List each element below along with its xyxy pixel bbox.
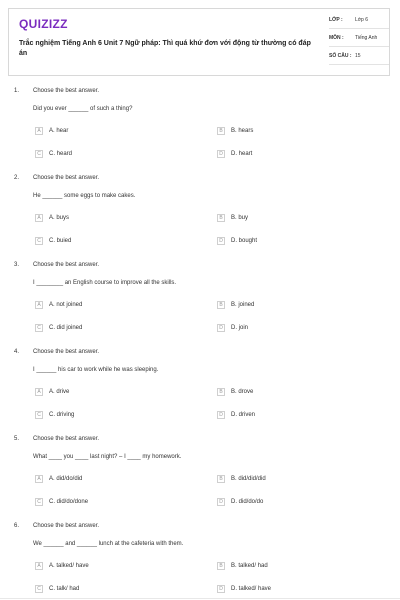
option-a[interactable] [35,300,82,309]
meta-key: MÔN : [329,35,344,41]
meta-row-class [329,15,389,29]
question-stem: I ________ an English course to improve all the skills. [33,280,177,286]
meta-value: 15 [355,53,361,59]
option-text: C. did joined [49,324,83,331]
question-number: 6. [14,523,20,529]
option-letter-box: B [217,214,225,222]
question-prompt: Choose the best answer. [33,88,100,94]
option-letter-box: A [35,475,43,483]
option-letter-box: C [35,498,43,506]
option-text: B. hears [231,127,254,134]
option-text: A. not joined [49,301,83,308]
option-letter-box: A [35,562,43,570]
option-text: B. joined [231,301,255,308]
option-c[interactable] [35,584,79,593]
question-prompt: Choose the best answer. [33,523,100,529]
question-number: 5. [14,436,20,442]
option-text: B. did/did/did [231,475,266,482]
option-letter-box: C [35,150,43,158]
option-letter-box: A [35,214,43,222]
option-a[interactable] [35,561,89,570]
option-text: C. driving [49,411,75,418]
option-d[interactable] [217,323,248,332]
option-letter-box: A [35,388,43,396]
option-letter-box: B [217,127,225,135]
option-text: B. drove [231,388,254,395]
meta-key: LỚP : [329,17,343,23]
option-letter-box: B [217,388,225,396]
question-prompt: Choose the best answer. [33,349,100,355]
option-b[interactable] [217,213,248,222]
question-stem: I ______ his car to work while he was sleeping. [33,367,159,373]
option-text: D. talked/ have [231,585,272,592]
option-text: A. drive [49,388,70,395]
option-b[interactable] [217,300,254,309]
option-letter-box: D [217,498,225,506]
option-b[interactable] [217,561,268,570]
quizizz-logo: QUIZIZZ [19,17,68,31]
option-text: A. hear [49,127,69,134]
question-stem: Did you ever ______ of such a thing? [33,106,133,112]
option-a[interactable] [35,126,68,135]
option-b[interactable] [217,474,266,483]
option-c[interactable] [35,236,71,245]
option-letter-box: B [217,301,225,309]
option-letter-box: B [217,562,225,570]
option-letter-box: C [35,411,43,419]
worksheet-header [8,8,390,76]
option-d[interactable] [217,236,257,245]
question-stem: He ______ some eggs to make cakes. [33,193,136,199]
option-letter-box: D [217,585,225,593]
option-letter-box: D [217,237,225,245]
option-text: B. talked/ had [231,562,268,569]
option-c[interactable] [35,497,88,506]
page-bottom-divider [0,598,400,599]
option-text: D. bought [231,237,258,244]
question-number: 2. [14,175,20,181]
meta-value: Lớp 6 [355,17,369,23]
meta-row-subject [329,33,389,47]
option-letter-box: D [217,324,225,332]
option-text: A. did/do/did [49,475,83,482]
option-text: C. talk/ had [49,585,80,592]
option-d[interactable] [217,410,255,419]
worksheet-meta [329,15,389,69]
option-text: C. heard [49,150,73,157]
option-c[interactable] [35,323,82,332]
option-letter-box: C [35,324,43,332]
option-text: D. did/do/do [231,498,264,505]
option-b[interactable] [217,126,253,135]
option-d[interactable] [217,149,252,158]
question-stem: We ______ and ______ lunch at the cafeteria with them. [33,541,184,547]
option-text: D. heart [231,150,253,157]
option-d[interactable] [217,497,263,506]
option-b[interactable] [217,387,253,396]
option-a[interactable] [35,213,69,222]
option-letter-box: D [217,411,225,419]
option-letter-box: A [35,127,43,135]
option-letter-box: C [35,237,43,245]
question-number: 1. [14,88,20,94]
option-letter-box: C [35,585,43,593]
question-prompt: Choose the best answer. [33,436,100,442]
option-text: C. buied [49,237,72,244]
question-stem: What ____ you ____ last night? – I ____ my homework. [33,454,182,460]
option-text: A. talked/ have [49,562,89,569]
question-number: 3. [14,262,20,268]
question-number: 4. [14,349,20,355]
option-text: C. did/do/done [49,498,89,505]
option-text: D. join [231,324,249,331]
option-text: D. driven [231,411,256,418]
option-letter-box: A [35,301,43,309]
meta-key: SỐ CÂU : [329,53,352,59]
question-prompt: Choose the best answer. [33,262,100,268]
meta-value: Tiếng Anh [355,35,378,41]
option-text: B. buy [231,214,249,221]
option-a[interactable] [35,387,69,396]
option-letter-box: B [217,475,225,483]
question-prompt: Choose the best answer. [33,175,100,181]
meta-row-count [329,51,389,65]
option-c[interactable] [35,410,74,419]
option-d[interactable] [217,584,271,593]
option-c[interactable] [35,149,72,158]
worksheet-title: Trắc nghiệm Tiếng Anh 6 Unit 7 Ngữ pháp: Thì quá khứ đơn với động từ thường có đáp án [19,40,311,57]
option-a[interactable] [35,474,82,483]
option-text: A. buys [49,214,70,221]
option-letter-box: D [217,150,225,158]
